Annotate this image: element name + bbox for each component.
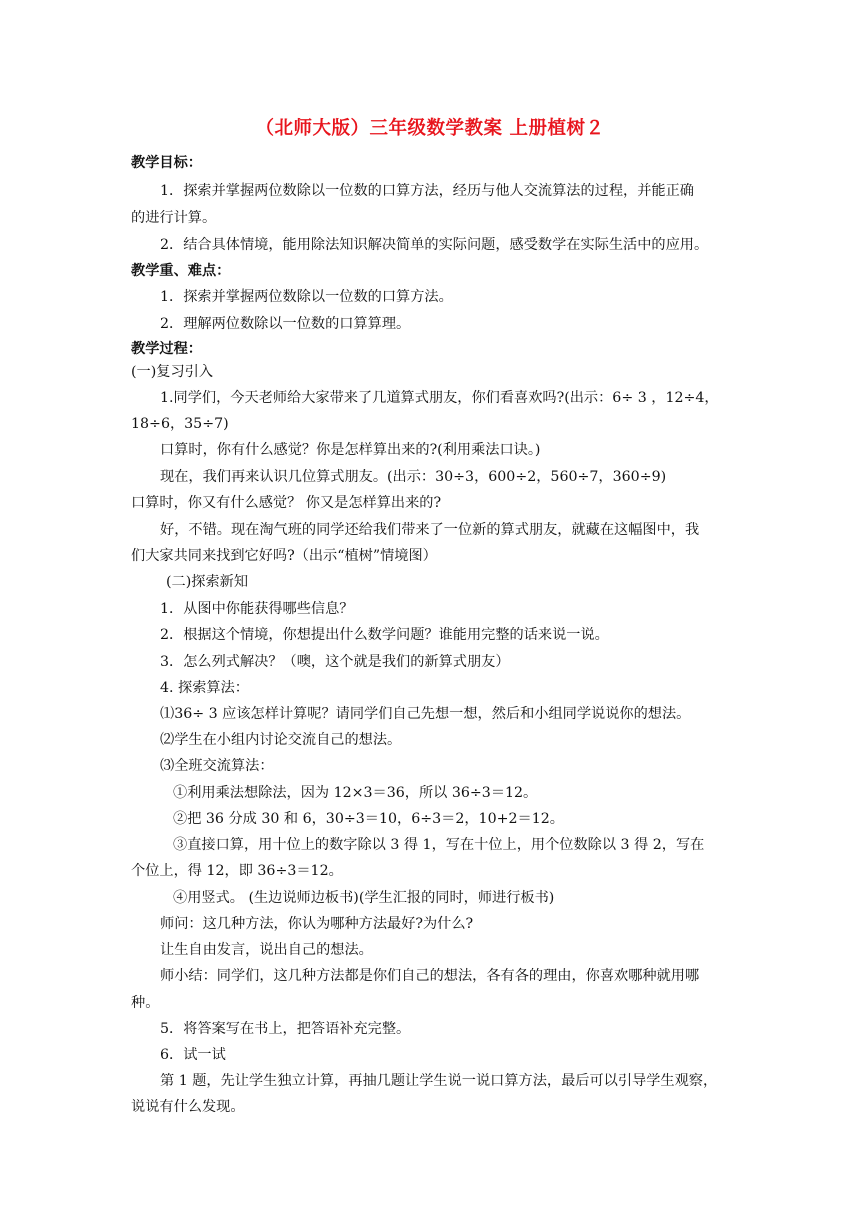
paragraph-line: ②把 36 分成 30 和 6，30÷3＝10，6÷3＝2，10+2＝12。: [173, 811, 564, 827]
paragraph-line: 师小结：同学们，这几种方法都是你们自己的想法，各有各的理由，你喜欢哪种就用哪: [160, 968, 700, 984]
paragraph-line: 5．将答案写在书上，把答语补充完整。: [160, 1021, 411, 1037]
paragraph-line: ④用竖式。 (生边说师边板书)(学生汇报的同时，师进行板书): [173, 890, 555, 906]
subsection-heading: (一)复习引入: [131, 364, 214, 380]
paragraph-line: 2．理解两位数除以一位数的口算算理。: [160, 316, 411, 332]
paragraph-line: 18÷6，35÷7): [131, 416, 229, 432]
paragraph-line: 种。: [131, 995, 160, 1011]
paragraph-line: 说说有什么发现。: [131, 1099, 245, 1115]
subsection-heading: (二)探索新知: [166, 574, 249, 590]
section-heading-objectives: 教学目标：: [131, 155, 202, 171]
section-heading-process: 教学过程：: [131, 341, 202, 357]
paragraph-line: 们大家共同来找到它好吗?（出示“植树”情境图）: [131, 548, 437, 564]
paragraph-line: 现在，我们再来认识几位算式朋友。(出示：30÷3，600÷2，560÷7，360÷9): [160, 469, 667, 485]
paragraph-line: 6．试一试: [160, 1047, 226, 1063]
paragraph-line: 2．结合具体情境，能用除法知识解决简单的实际问题，感受数学在实际生活中的应用。: [160, 237, 709, 253]
paragraph-line: 3．怎么列式解决？（噢，这个就是我们的新算式朋友）: [160, 654, 510, 670]
paragraph-line: 个位上，得 12，即 36÷3＝12。: [131, 863, 343, 879]
paragraph-line: ⑶全班交流算法：: [160, 758, 274, 774]
paragraph-line: 让生自由发言，说出自己的想法。: [160, 942, 373, 958]
paragraph-line: 好，不错。现在淘气班的同学还给我们带来了一位新的算式朋友，就藏在这幅图中，我: [160, 522, 700, 538]
paragraph-line: 1.同学们，今天老师给大家带来了几道算式朋友，你们看喜欢吗?(出示：6÷ 3 ，12÷4，: [160, 390, 719, 406]
paragraph-line: 第 1 题，先让学生独立计算，再抽几题让学生说一说口算方法，最后可以引导学生观察，: [160, 1073, 718, 1089]
paragraph-line: 口算时，你又有什么感觉？ 你又是怎样算出来的?: [131, 495, 442, 511]
paragraph-line: ⑵学生在小组内讨论交流自己的想法。: [160, 732, 402, 748]
paragraph-line: 2．根据这个情境，你想提出什么数学问题？谁能用完整的话来说一说。: [160, 627, 609, 643]
paragraph-line: 1．从图中你能获得哪些信息？: [160, 601, 354, 617]
section-heading-key-points: 教学重、难点：: [131, 263, 231, 279]
paragraph-line: 4. 探索算法：: [160, 680, 249, 696]
paragraph-line: ①利用乘法想除法，因为 12×3＝36，所以 36÷3＝12。: [173, 785, 538, 801]
paragraph-line: ③直接口算，用十位上的数字除以 3 得 1，写在十位上，用个位数除以 3 得 2，写在: [173, 837, 705, 853]
paragraph-line: 1．探索并掌握两位数除以一位数的口算方法，经历与他人交流算法的过程，并能正确: [160, 183, 694, 199]
paragraph-line: 1．探索并掌握两位数除以一位数的口算方法。: [160, 289, 453, 305]
page-title: （北师大版）三年级数学教案 上册植树２: [255, 118, 605, 139]
paragraph-line: 师问：这几种方法，你认为哪种方法最好?为什么?: [160, 916, 474, 932]
paragraph-line: 的进行计算。: [131, 210, 217, 226]
paragraph-line: 口算时，你有什么感觉？你是怎样算出来的?(利用乘法口诀。): [160, 442, 541, 458]
paragraph-line: ⑴36÷ 3 应该怎样计算呢？请同学们自己先想一想，然后和小组同学说说你的想法。: [160, 706, 691, 722]
